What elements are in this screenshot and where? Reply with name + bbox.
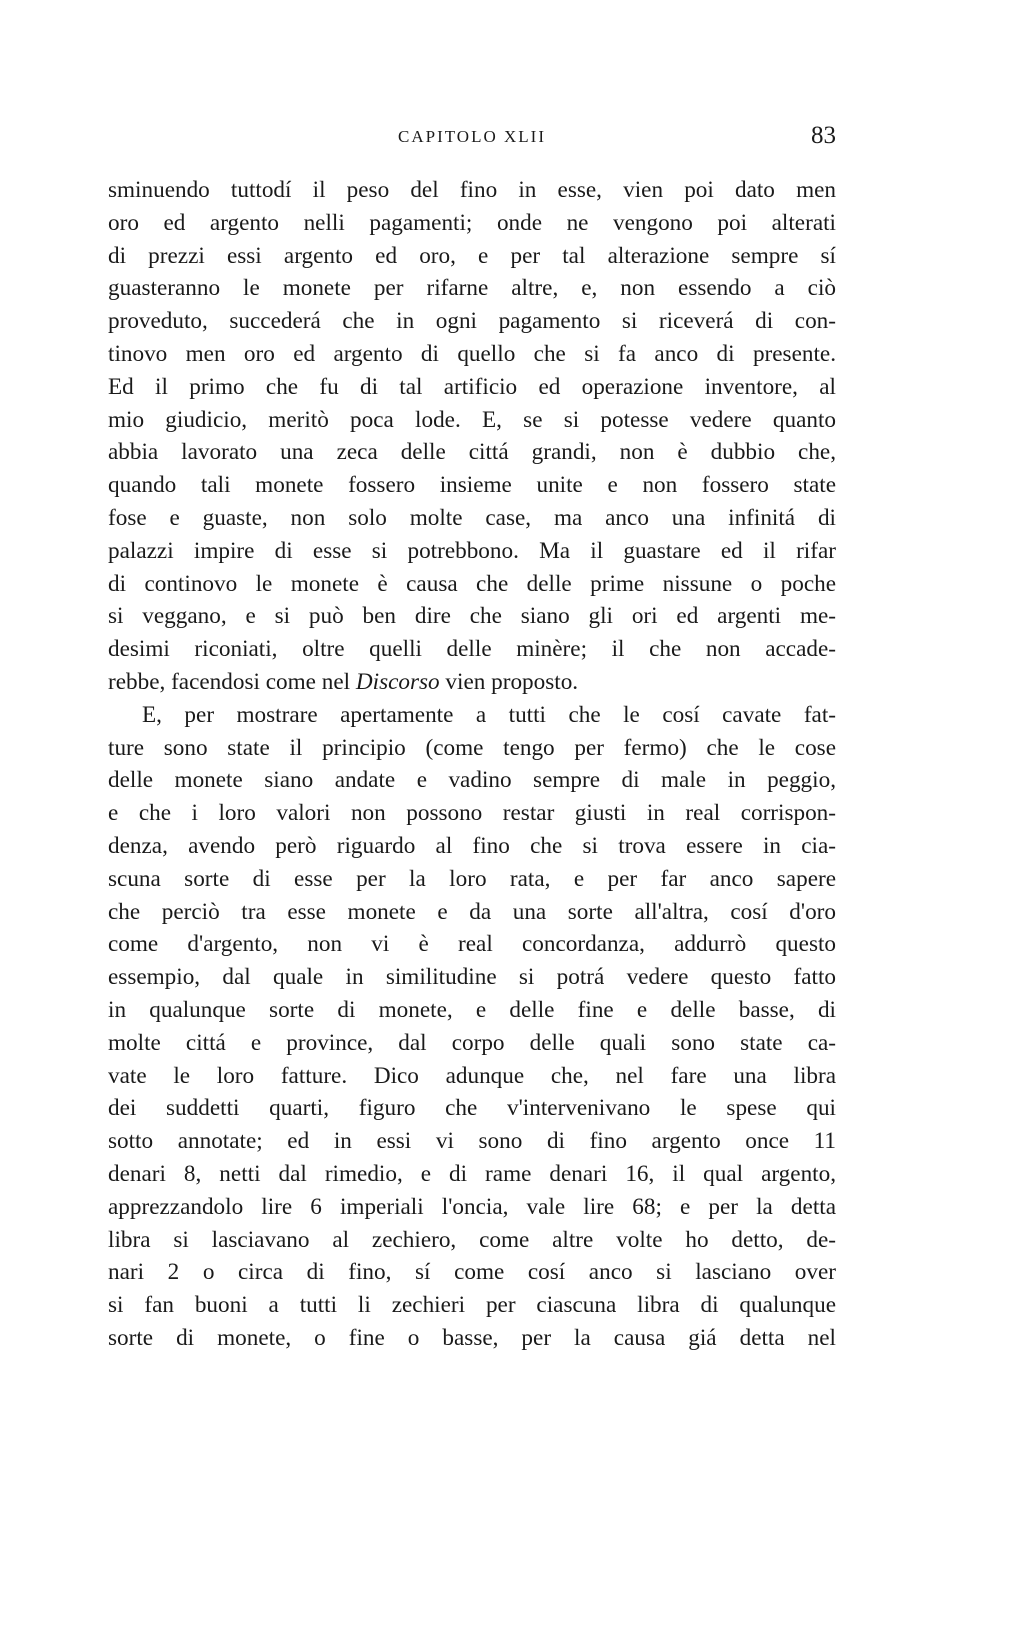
text-line: sminuendo tuttodí il peso del fino in esse, vien poi dato men	[108, 177, 836, 203]
text-line: Ed il primo che fu di tal artificio ed operazione inventore, al	[108, 373, 836, 400]
text-line: E, per mostrare apertamente a tutti che le cosí cavate fat-	[142, 701, 836, 728]
text-line: di prezzi essi argento ed oro, e per tal alterazione sempre sí	[108, 242, 836, 269]
text-line: fose e guaste, non solo molte case, ma anco una infinitá di	[108, 504, 836, 531]
text-line: tinovo men oro ed argento di quello che si fa anco di presente.	[108, 340, 836, 367]
text-line: quando tali monete fossero insieme unite e non fossero state	[108, 472, 836, 499]
text-line: mio giudicio, meritò poca lode. E, se si potesse vedere quanto	[108, 406, 836, 433]
text-line: abbia lavorato una zeca delle cittá grandi, non è dubbio che,	[108, 439, 836, 466]
text-line: e che i loro valori non possono restar giusti in real corrispon-	[108, 800, 836, 827]
running-head	[108, 122, 836, 156]
text-line: dei suddetti quarti, figuro che v'intervenivano le spese qui	[108, 1095, 836, 1122]
page-number: 83	[811, 122, 836, 149]
text-line: denza, avendo però riguardo al fino che si trova essere in cia-	[108, 832, 836, 859]
text-line: ture sono state il principio (come tengo per fermo) che le cose	[108, 734, 836, 761]
body-text	[108, 174, 836, 1355]
text-line: desimi riconiati, oltre quelli delle minère; il che non accade-	[108, 636, 836, 663]
text-line: oro ed argento nelli pagamenti; onde ne vengono poi alterati	[108, 209, 836, 236]
text-line: sorte di monete, o fine o basse, per la causa giá detta nel	[108, 1324, 836, 1351]
text-line: delle monete siano andate e vadino sempre di male in peggio,	[108, 767, 836, 794]
text-run: vien proposto.	[439, 668, 579, 695]
text-line: si veggano, e si può ben dire che siano gli ori ed argenti me-	[108, 603, 836, 630]
text-line: palazzi impire di esse si potrebbono. Ma il guastare ed il rifar	[108, 537, 836, 564]
text-line: denari 8, netti dal rimedio, e di rame denari 16, il qual argento,	[108, 1160, 836, 1187]
paragraph-2	[108, 699, 836, 1355]
text-line: di continovo le monete è causa che delle prime nissune o poche	[108, 570, 836, 597]
text-line: sotto annotate; ed in essi vi sono di fino argento once 11	[108, 1128, 836, 1155]
text-line: libra si lasciavano al zechiero, come altre volte ho detto, de-	[108, 1226, 836, 1253]
text-line: vate le loro fatture. Dico adunque che, nel fare una libra	[108, 1062, 836, 1089]
text-run: rebbe, facendosi come nel	[108, 668, 356, 695]
text-line: in qualunque sorte di monete, e delle fine e delle basse, di	[108, 996, 836, 1023]
text-line: come d'argento, non vi è real concordanza, addurrò questo	[108, 931, 836, 958]
text-line-final	[108, 666, 836, 699]
text-line: proveduto, succederá che in ogni pagamento si riceverá di con-	[108, 308, 836, 335]
text-line: guasteranno le monete per rifarne altre, e, non essendo a ciò	[108, 275, 836, 302]
text-line: si fan buoni a tutti li zechieri per ciascuna libra di qualunque	[108, 1292, 836, 1319]
text-line: scuna sorte di esse per la loro rata, e per far anco sapere	[108, 865, 836, 892]
italic-title: Discorso	[355, 668, 440, 695]
paragraph-1	[108, 174, 836, 699]
text-line: nari 2 o circa di fino, sí come cosí anco si lasciano over	[108, 1259, 836, 1286]
text-line: apprezzandolo lire 6 imperiali l'oncia, vale lire 68; e per la detta	[108, 1193, 836, 1220]
running-title: CAPITOLO XLII	[398, 127, 546, 146]
text-line: essempio, dal quale in similitudine si potrá vedere questo fatto	[108, 964, 836, 991]
text-line: molte cittá e province, dal corpo delle quali sono state ca-	[108, 1029, 836, 1056]
text-line: che perciò tra esse monete e da una sorte all'altra, cosí d'oro	[108, 898, 836, 925]
